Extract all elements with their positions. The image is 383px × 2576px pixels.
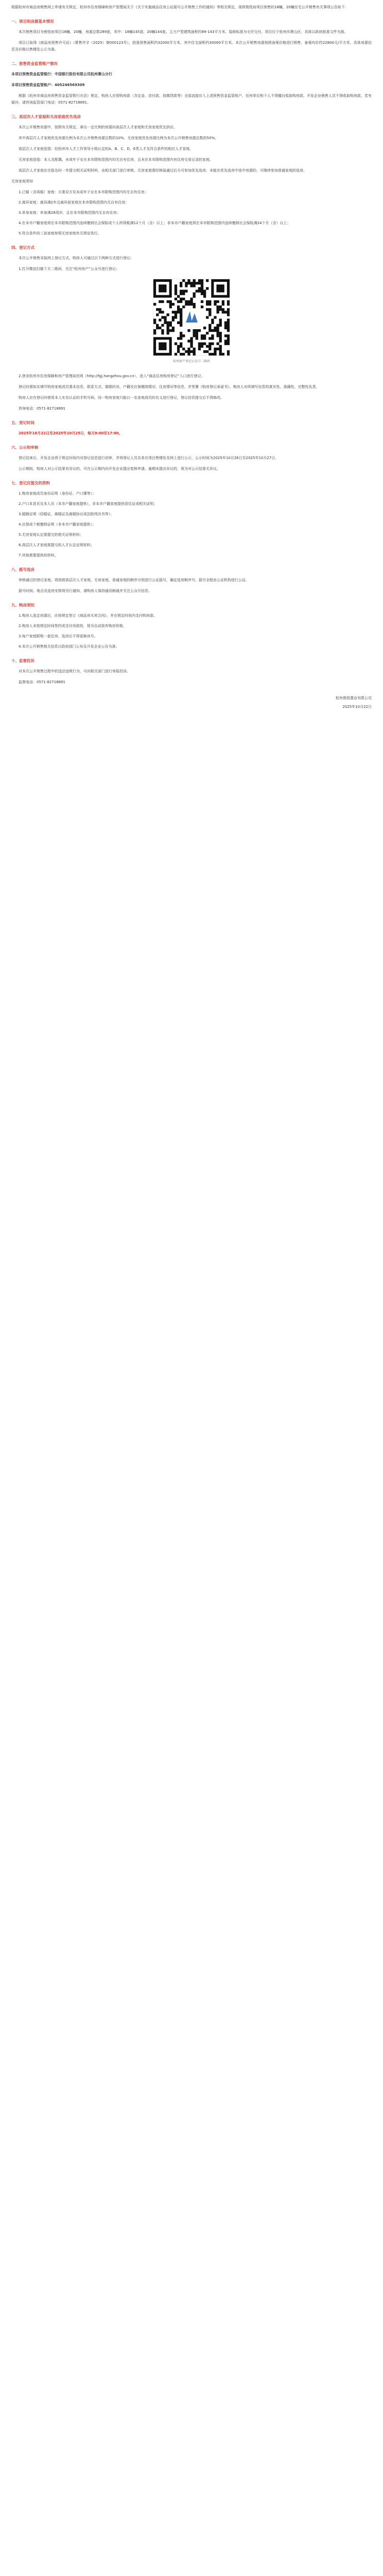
list-item: 4.社保或个税缴纳证明（非本市户籍家庭提供）；: [19, 522, 96, 527]
section-title: 十、监督投诉: [11, 658, 34, 663]
paragraph: 高层次人才家庭应在报名时一并提交相关证明材料，由相关部门进行审核。无房家庭需经核验通过后方可参加优先选房。未能在优先选房中选中房源的，可继续参加普通家庭的选房。: [19, 168, 307, 173]
section-title: 六、公示和审核: [11, 445, 39, 450]
list-item: 5.符合条件的三孩家庭参照无房家庭有关规定执行。: [19, 231, 101, 235]
section-title: 四、登记方式: [11, 245, 34, 250]
docs-list: [11, 490, 372, 559]
paragraph: 登记结束后，开发企业将于规定时间内对登记信息进行初审，并将登记人员名单在项目售楼处及网上进行公示，公示时间为2025年10月26日至2025年10月27日。: [19, 456, 279, 460]
qr-code-icon[interactable]: [153, 279, 230, 356]
list-item: 7.其他需要提供的材料。: [19, 553, 58, 557]
company-name: 杭州俊悦置业有限公司: [336, 696, 372, 700]
list-item: 1.购房人选定房源后，应按规定签订《商品房买卖合同》，并在规定时间内支付购房款。: [19, 614, 158, 618]
list-item: 3.单身家庭：单身满28周岁，且在本市限购范围内无自有住房；: [19, 211, 120, 215]
paragraph: 审核通过的登记家庭，将按照高层次人才家庭、无房家庭、普通家庭的顺序分别进行公证摇号，确定选房顺序号。摇号全程由公证机构进行公证。: [19, 578, 249, 582]
paragraph: 无房家庭是指：本人及配偶、未成年子女在本市限购范围内均无自有住房，且未在本市限购范围内有住房交易记录的家庭。: [19, 158, 213, 162]
section-title: 七、登记应提交的资料: [11, 481, 50, 485]
list-item: 4.本次公开销售相关信息以政府部门公布及开发企业公告为准。: [19, 645, 119, 649]
list-item: 4.在本市户籍家庭须在本市限购范围内连续缴纳社会保险或个人所得税满12个月（含）以上；非本市户籍家庭须在本市限购范围内连续缴纳社会保险满24个月（含）以上；: [19, 221, 291, 225]
paragraph: 其中高层次人才家庭优先房源比例为本次公开销售房源总数的10%，无房家庭优先房源比例为本次公开销售房源总数的50%。: [19, 136, 219, 140]
announcement-date: 2025年10月22日: [342, 705, 372, 709]
qr-code-block: [11, 279, 372, 365]
purchase-list: [11, 613, 372, 650]
list-item: 2.购房人未按规定时间签约或支付房款的，视为自动放弃购房资格。: [19, 624, 127, 628]
paragraph: 登记时需如实填写购房家庭成员基本信息、联系方式、婚姻状况、户籍及社保缴纳情况、住房情况等信息，并签署《购房登记承诺书》。购房人对所填写信息的真实性、准确性、完整性负责。: [19, 385, 320, 389]
paragraph: 公示期间，购房人对公示结果有异议的，可在公示期内向开发企业提出复核申请。逾期未提出异议的，视为对公示结果无异议。: [19, 467, 220, 471]
paragraph: 本次公开销售房源中，按照有关规定，拿出一定比例的房源向高层次人才家庭和无房家庭优先供应。: [19, 125, 177, 129]
section-title: 一、项目和房源基本情况: [11, 19, 54, 24]
article-content: [11, 0, 372, 710]
list-item: 1.购房家庭成员身份证明（身份证、户口簿等）；: [19, 492, 96, 496]
intro-paragraph: 根据杭州市商品房销售网上申请有关规定，杭州市住房保障和房产管理局关于《关于实施商品住房公证摇号公开销售工作的通知》等相关规定，现将俊悦府项目预售的18幢、20幢住宅公开销售有关事项公告如下：: [11, 5, 349, 9]
section-title: 五、登记时间: [11, 420, 34, 425]
paragraph: 购房人应在登记时使用本人实名认证的手机号码。同一购房家庭只能以一名家庭成员的名义进行登记，登记信息提交后不得修改。: [19, 396, 224, 400]
paragraph: 高层次人才家庭是指：经杭州市人才工作领导小组认定的A、B、C、D、E类人才及符合条件的相应人才家庭。: [19, 147, 194, 151]
section-title: 八、摇号选房: [11, 567, 34, 572]
list-item: 2.离异家庭：离异满2年且离异前家庭在本市限购范围内无自有住房；: [19, 200, 129, 205]
paragraph: 本次销售项目为俊悦府项目18幢、20幢，房源总数289套，其中：18幢145套，20幢144套。主力户型建筑面积约89-143平方米，装修标准为毛坯交付。项目位于杭州市萧山区，具体以政府批准文件为准。: [19, 30, 348, 34]
paragraph: 咨询电话：0571-82718891: [19, 406, 65, 411]
paragraph: 根据《杭州市商品房预售资金监管暂行办法》规定，购房人应将购房款（含定金、首付款、按揭贷款等）全部直接存入上述预售资金监管账户，任何单位和个人不得擅自收取购房款。开发企业销售人员不得收取购房款。若有疑问，请咨询监管部门电话：0571-82718891。: [11, 94, 372, 105]
section-title: 三、高层次人才家庭和无房家庭优先选房: [11, 114, 81, 119]
paragraph: 1.打开微信扫描下方二维码，关注“杭州房产”公众号进行登记；: [19, 267, 119, 271]
section-title: 二、预售资金监管账户情况: [11, 61, 58, 66]
paragraph: 监督电话：0571-82718891: [19, 680, 65, 684]
list-item: 3.婚姻证明（结婚证、离婚证及离婚协议或法院判决书等）；: [19, 512, 114, 516]
list-item: 3.每户家庭限购一套住房，选房后不得更换房号。: [19, 634, 98, 638]
subsection-title: 无房家庭须知: [11, 179, 33, 183]
section-title: 九、购房须知: [11, 603, 34, 607]
paragraph: 本次公开销售采取网上登记方式。购房人可通过以下两种方式进行登记：: [19, 256, 134, 260]
signature-block: [11, 695, 372, 710]
registration-time: 2025年10月22日至2025年10月25日，每天9:00至17:00。: [19, 431, 123, 435]
paragraph: 项目已取得《商品房预售许可证》（萧售许字（2025）第000123号），批准预售面积约32000平方米，其中住宅面积约30000平方米。本次公开销售房源按照备案价格进行销售，备案均价约22800元/平方米，具体房源信息及价格以售楼处公示为准。: [11, 41, 372, 52]
list-item: 5.无房家庭认定需提交的相关证明材料；: [19, 533, 83, 537]
paragraph: 对本次公开销售过程中的违法违规行为，可向相关部门进行举报投诉。: [19, 669, 130, 673]
paragraph: 摇号时间、地点及选房安排将另行通知，请购房人保持通讯畅通并关注公众号信息。: [19, 589, 152, 593]
supervision-account: 本项目预售资金监管账户：405246569309: [11, 83, 85, 87]
no-house-list: [11, 189, 372, 237]
paragraph: 2.登录杭州市住房保障和房产管理局官网（http://fgj.hangzhou.gov.cn），进入“商品住房购房登记”入口进行登记。: [19, 374, 205, 378]
list-item: 2.户口本首页及本人页（本市户籍家庭提供），非本市户籍家庭提供居住证或相关证明；: [19, 502, 158, 506]
qr-caption: 杭州房产登记公众号二维码: [172, 360, 210, 363]
list-item: 1.已婚（含再婚）家庭：夫妻双方及未成年子女在本市限购范围内均无自有住房；: [19, 190, 148, 194]
supervision-bank: 本项目预售资金监管银行：中国银行股份有限公司杭州萧山分行: [11, 72, 112, 76]
list-item: 6.高层次人才家庭需提交的人才认定证明材料；: [19, 543, 94, 547]
